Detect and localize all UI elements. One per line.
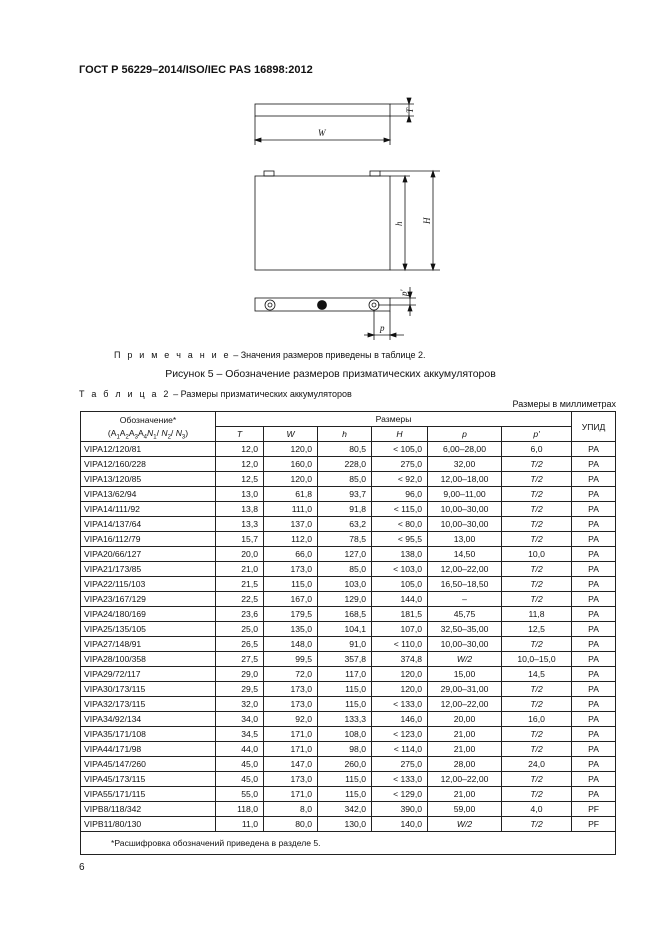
table-cell: 34,0: [216, 712, 264, 727]
designation-cell: VIPA32/173/115: [81, 697, 216, 712]
table-row: [81, 517, 616, 532]
table-cell: 144,0: [372, 592, 428, 607]
table-cell: PA: [572, 562, 616, 577]
table-row: [81, 442, 616, 457]
table-cell: 21,00: [428, 787, 502, 802]
table-cell: PA: [572, 502, 616, 517]
table-cell: PA: [572, 442, 616, 457]
table-cell: 32,0: [216, 697, 264, 712]
designation-cell: VIPA24/180/169: [81, 607, 216, 622]
designation-cell: VIPA12/160/228: [81, 457, 216, 472]
table-cell: 107,0: [372, 622, 428, 637]
table-cell: 10,00–30,00: [428, 517, 502, 532]
table-cell: 12,5: [502, 622, 572, 637]
table-cell: 80,5: [318, 442, 372, 457]
table-cell: PA: [572, 472, 616, 487]
table-caption: Т а б л и ц а 2 – Размеры призматических аккумуляторов: [79, 389, 352, 399]
table-cell: 21,0: [216, 562, 264, 577]
table-cell: 8,0: [264, 802, 318, 817]
table-cell: 45,75: [428, 607, 502, 622]
terminal-right: [370, 171, 380, 176]
table-cell: 140,0: [372, 817, 428, 832]
label-p: p: [380, 323, 385, 333]
table-row: [81, 727, 616, 742]
dimensions-table: [80, 411, 616, 855]
table-cell: 120,0: [372, 682, 428, 697]
table-cell: 29,00–31,00: [428, 682, 502, 697]
table-cell: 91,8: [318, 502, 372, 517]
table-cell: PA: [572, 487, 616, 502]
table-cell: PA: [572, 742, 616, 757]
table-cell: < 133,0: [372, 697, 428, 712]
table-cell: 22,5: [216, 592, 264, 607]
table-cell: 27,5: [216, 652, 264, 667]
table-cell: T/2: [502, 637, 572, 652]
table-cell: 260,0: [318, 757, 372, 772]
table-row: [81, 607, 616, 622]
table-row: [81, 637, 616, 652]
col-header-p-prime: p': [502, 427, 572, 442]
table-cell: T/2: [502, 772, 572, 787]
designation-cell: VIPB11/80/130: [81, 817, 216, 832]
table-cell: 29,5: [216, 682, 264, 697]
table-row: [81, 787, 616, 802]
table-cell: T/2: [502, 682, 572, 697]
table-cell: 10,00–30,00: [428, 502, 502, 517]
table-cell: 92,0: [264, 712, 318, 727]
table-cell: 6,00–28,00: [428, 442, 502, 457]
table-row: [81, 817, 616, 832]
table-row: [81, 652, 616, 667]
table-cell: 167,0: [264, 592, 318, 607]
designation-cell: VIPA44/171/98: [81, 742, 216, 757]
top-view-outline: [255, 104, 390, 116]
table-cell: 26,5: [216, 637, 264, 652]
table-cell: PA: [572, 682, 616, 697]
table-row: [81, 697, 616, 712]
table-row: [81, 577, 616, 592]
table-cell: 115,0: [318, 697, 372, 712]
table-cell: 63,2: [318, 517, 372, 532]
table-cell: 23,6: [216, 607, 264, 622]
table-cell: 61,8: [264, 487, 318, 502]
table-cell: PA: [572, 457, 616, 472]
table-cell: PA: [572, 532, 616, 547]
designation-cell: VIPB8/118/342: [81, 802, 216, 817]
table-cell: PA: [572, 637, 616, 652]
table-cell: 127,0: [318, 547, 372, 562]
table-cell: 44,0: [216, 742, 264, 757]
table-cell: 12,0: [216, 457, 264, 472]
table-cell: 129,0: [318, 592, 372, 607]
table-cell: PA: [572, 622, 616, 637]
table-cell: 25,0: [216, 622, 264, 637]
table-cell: 28,00: [428, 757, 502, 772]
table-cell: 6,0: [502, 442, 572, 457]
table-cell: 98,0: [318, 742, 372, 757]
table-cell: PA: [572, 787, 616, 802]
table-cell: 21,00: [428, 727, 502, 742]
designation-cell: VIPA55/171/115: [81, 787, 216, 802]
vent-dot: [318, 301, 327, 310]
table-cell: PA: [572, 607, 616, 622]
table-cell: < 92,0: [372, 472, 428, 487]
table-cell: 20,00: [428, 712, 502, 727]
table-cell: 12,00–18,00: [428, 472, 502, 487]
table-cell: W/2: [428, 817, 502, 832]
figure-note: П р и м е ч а н и е – Значения размеров приведены в таблице 2.: [114, 350, 426, 360]
table-cell: 171,0: [264, 787, 318, 802]
table-cell: 228,0: [318, 457, 372, 472]
designation-cell: VIPA13/120/85: [81, 472, 216, 487]
designation-cell: VIPA25/135/105: [81, 622, 216, 637]
table-cell: 115,0: [318, 772, 372, 787]
table-cell: 4,0: [502, 802, 572, 817]
designation-cell: VIPA22/115/103: [81, 577, 216, 592]
table-cell: 99,5: [264, 652, 318, 667]
table-cell: PA: [572, 652, 616, 667]
designation-cell: VIPA45/173/115: [81, 772, 216, 787]
table-cell: 32,00: [428, 457, 502, 472]
designation-cell: VIPA28/100/358: [81, 652, 216, 667]
table-row: [81, 682, 616, 697]
table-cell: 29,0: [216, 667, 264, 682]
table-cell: 16,0: [502, 712, 572, 727]
table-cell: < 115,0: [372, 502, 428, 517]
table-cell: T/2: [502, 592, 572, 607]
table-cell: 13,8: [216, 502, 264, 517]
table-cell: 111,0: [264, 502, 318, 517]
table-cell: 105,0: [372, 577, 428, 592]
table-cell: PA: [572, 547, 616, 562]
label-p-prime: p': [399, 289, 409, 296]
table-cell: 11,8: [502, 607, 572, 622]
table-cell: < 105,0: [372, 442, 428, 457]
table-cell: PA: [572, 727, 616, 742]
table-cell: 108,0: [318, 727, 372, 742]
table-row: [81, 532, 616, 547]
table-cell: 181,5: [372, 607, 428, 622]
table-cell: 59,00: [428, 802, 502, 817]
table-cell: T/2: [502, 472, 572, 487]
table-cell: 14,5: [502, 667, 572, 682]
designation-cell: VIPA20/66/127: [81, 547, 216, 562]
designation-cell: VIPA45/147/260: [81, 757, 216, 772]
designation-cell: VIPA14/111/92: [81, 502, 216, 517]
designation-cell: VIPA13/62/94: [81, 487, 216, 502]
label-W: W: [318, 128, 326, 138]
table-cell: 148,0: [264, 637, 318, 652]
terminal-left: [264, 171, 274, 176]
table-cell: 78,5: [318, 532, 372, 547]
table-cell: < 110,0: [372, 637, 428, 652]
table-row: [81, 562, 616, 577]
table-cell: 15,00: [428, 667, 502, 682]
table-cell: 120,0: [264, 442, 318, 457]
table-cell: 146,0: [372, 712, 428, 727]
table-cell: T/2: [502, 532, 572, 547]
table-cell: 85,0: [318, 472, 372, 487]
front-view-outline: [255, 176, 390, 270]
table-cell: 173,0: [264, 562, 318, 577]
table-cell: 14,50: [428, 547, 502, 562]
col-header-h: h: [318, 427, 372, 442]
table-cell: PA: [572, 577, 616, 592]
table-cell: 80,0: [264, 817, 318, 832]
table-row: [81, 772, 616, 787]
table-cell: 16,50–18,50: [428, 577, 502, 592]
col-header-W: W: [264, 427, 318, 442]
dimensions-header: Размеры: [216, 412, 572, 427]
table-cell: 13,3: [216, 517, 264, 532]
col-header-p: p: [428, 427, 502, 442]
table-cell: T/2: [502, 727, 572, 742]
table-row: [81, 472, 616, 487]
table-row: [81, 502, 616, 517]
table-row: [81, 712, 616, 727]
table-cell: 12,00–22,00: [428, 697, 502, 712]
table-cell: 66,0: [264, 547, 318, 562]
table-cell: T/2: [502, 742, 572, 757]
table-cell: 160,0: [264, 457, 318, 472]
table-cell: PA: [572, 667, 616, 682]
designation-cell: VIPA29/72/117: [81, 667, 216, 682]
designation-cell: VIPA35/171/108: [81, 727, 216, 742]
table-cell: 13,00: [428, 532, 502, 547]
table-row: [81, 592, 616, 607]
table-cell: 10,0–15,0: [502, 652, 572, 667]
table-cell: 135,0: [264, 622, 318, 637]
table-cell: < 114,0: [372, 742, 428, 757]
table-cell: 275,0: [372, 457, 428, 472]
table-cell: < 103,0: [372, 562, 428, 577]
table-cell: 12,5: [216, 472, 264, 487]
table-cell: T/2: [502, 817, 572, 832]
table-cell: 10,0: [502, 547, 572, 562]
table-cell: 374,8: [372, 652, 428, 667]
table-cell: T/2: [502, 697, 572, 712]
table-cell: 93,7: [318, 487, 372, 502]
designation-header: Обозначение* ($A_1A_2A_3A_4N_1/$ $N_2/$ $N_3$): [81, 412, 216, 442]
table-cell: PA: [572, 697, 616, 712]
table-cell: 45,0: [216, 757, 264, 772]
designation-cell: VIPA23/167/129: [81, 592, 216, 607]
table-cell: 45,0: [216, 772, 264, 787]
table-cell: 390,0: [372, 802, 428, 817]
table-cell: PA: [572, 517, 616, 532]
table-cell: 72,0: [264, 667, 318, 682]
table-cell: 147,0: [264, 757, 318, 772]
table-cell: 171,0: [264, 742, 318, 757]
table-cell: 275,0: [372, 757, 428, 772]
table-cell: 138,0: [372, 547, 428, 562]
table-cell: 118,0: [216, 802, 264, 817]
page-number: 6: [79, 862, 85, 873]
table-cell: 11,0: [216, 817, 264, 832]
table-cell: PA: [572, 712, 616, 727]
table-cell: 12,00–22,00: [428, 772, 502, 787]
table-cell: 24,0: [502, 757, 572, 772]
table-cell: 85,0: [318, 562, 372, 577]
terminal-circle-right: [369, 300, 379, 310]
table-row: [81, 487, 616, 502]
table-cell: 179,5: [264, 607, 318, 622]
designation-cell: VIPA34/92/134: [81, 712, 216, 727]
table-cell: 55,0: [216, 787, 264, 802]
upid-header: УПИД: [572, 412, 616, 442]
table-cell: 91,0: [318, 637, 372, 652]
table-row: [81, 667, 616, 682]
col-header-T: T: [216, 427, 264, 442]
table-cell: 115,0: [318, 682, 372, 697]
table-cell: PA: [572, 592, 616, 607]
table-cell: T/2: [502, 562, 572, 577]
table-cell: 21,5: [216, 577, 264, 592]
figure-caption: Рисунок 5 – Обозначение размеров призматических аккумуляторов: [165, 368, 496, 380]
table-cell: 103,0: [318, 577, 372, 592]
table-row: [81, 622, 616, 637]
table-cell: 342,0: [318, 802, 372, 817]
table-cell: 34,5: [216, 727, 264, 742]
table-cell: 171,0: [264, 727, 318, 742]
table-cell: < 129,0: [372, 787, 428, 802]
table-cell: 130,0: [318, 817, 372, 832]
table-cell: 168,5: [318, 607, 372, 622]
table-row: [81, 802, 616, 817]
table-footnote: *Расшифровка обозначений приведена в разделе 5.: [81, 832, 616, 855]
table-cell: PA: [572, 757, 616, 772]
designation-cell: VIPA16/112/79: [81, 532, 216, 547]
table-cell: 115,0: [264, 577, 318, 592]
prismatic-cell-dimension-figure: [0, 0, 661, 350]
table-cell: 357,8: [318, 652, 372, 667]
table-cell: T/2: [502, 787, 572, 802]
table-cell: 173,0: [264, 682, 318, 697]
table-cell: 32,50–35,00: [428, 622, 502, 637]
table-cell: < 133,0: [372, 772, 428, 787]
table-cell: 12,00–22,00: [428, 562, 502, 577]
label-H: H: [422, 217, 432, 224]
table-cell: –: [428, 592, 502, 607]
table-cell: < 123,0: [372, 727, 428, 742]
designation-cell: VIPA27/148/91: [81, 637, 216, 652]
table-cell: 9,00–11,00: [428, 487, 502, 502]
table-cell: 21,00: [428, 742, 502, 757]
table-cell: < 80,0: [372, 517, 428, 532]
terminal-circle-left: [265, 300, 275, 310]
table-cell: T/2: [502, 577, 572, 592]
table-row: [81, 547, 616, 562]
label-T: T: [405, 107, 415, 113]
table-cell: W/2: [428, 652, 502, 667]
table-cell: T/2: [502, 502, 572, 517]
table-cell: 173,0: [264, 697, 318, 712]
table-cell: PA: [572, 772, 616, 787]
label-h: h: [394, 221, 404, 226]
table-cell: 12,0: [216, 442, 264, 457]
table-cell: T/2: [502, 517, 572, 532]
table-cell: PF: [572, 802, 616, 817]
designation-cell: VIPA30/173/115: [81, 682, 216, 697]
table-row: [81, 742, 616, 757]
table-row: [81, 457, 616, 472]
table-row: [81, 757, 616, 772]
table-cell: 120,0: [264, 472, 318, 487]
table-cell: 112,0: [264, 532, 318, 547]
col-header-H: H: [372, 427, 428, 442]
table-cell: 137,0: [264, 517, 318, 532]
table-cell: 133,3: [318, 712, 372, 727]
table-cell: 13,0: [216, 487, 264, 502]
table-cell: 173,0: [264, 772, 318, 787]
document-header: ГОСТ Р 56229–2014/ISO/IEC PAS 16898:2012: [79, 64, 313, 76]
table-cell: 115,0: [318, 787, 372, 802]
table-cell: 15,7: [216, 532, 264, 547]
table-cell: 104,1: [318, 622, 372, 637]
designation-cell: VIPA21/173/85: [81, 562, 216, 577]
designation-cell: VIPA12/120/81: [81, 442, 216, 457]
table-cell: 120,0: [372, 667, 428, 682]
table-cell: T/2: [502, 487, 572, 502]
table-cell: 20,0: [216, 547, 264, 562]
designation-cell: VIPA14/137/64: [81, 517, 216, 532]
table-units: Размеры в миллиметрах: [512, 399, 616, 409]
table-cell: PF: [572, 817, 616, 832]
table-cell: T/2: [502, 457, 572, 472]
table-cell: < 95,5: [372, 532, 428, 547]
table-cell: 96,0: [372, 487, 428, 502]
table-cell: 10,00–30,00: [428, 637, 502, 652]
table-cell: 117,0: [318, 667, 372, 682]
